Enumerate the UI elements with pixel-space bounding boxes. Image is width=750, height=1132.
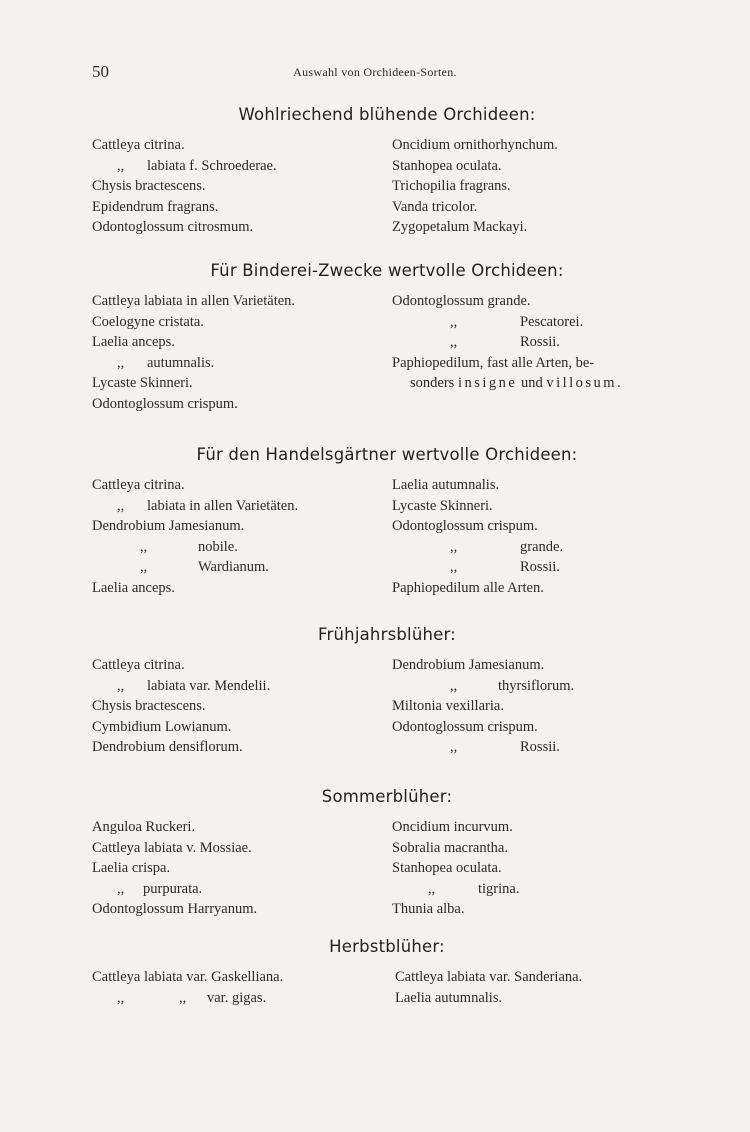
ditto-mark: ,, — [117, 989, 125, 1006]
list-item: Cattleya citrina. — [92, 137, 185, 153]
item-text: var. gigas. — [207, 989, 267, 1006]
ditto-mark: ,, — [428, 880, 436, 897]
list-item: Chysis bractescens. — [92, 178, 206, 194]
section-autumn — [92, 935, 682, 1006]
ditto-mark: ,, — [450, 538, 458, 555]
section-heading: Für Binderei-Zwecke wertvolle Orchideen: — [210, 261, 564, 280]
left-column — [92, 135, 392, 238]
list-item: Anguloa Ruckeri. — [92, 819, 196, 835]
list-item: Cattleya citrina. — [92, 657, 185, 673]
left-column — [92, 655, 392, 758]
ditto-mark: ,, — [140, 538, 148, 555]
list-item: Paphiopedilum, fast alle Arten, be- — [392, 354, 595, 371]
emphasized-text: insigne — [457, 375, 518, 391]
section-fragrant — [92, 103, 682, 235]
emphasized-text: villosum — [546, 375, 618, 391]
item-text: Rossii. — [520, 334, 560, 350]
item-text: Pescatorei. — [520, 313, 584, 330]
list-item: Thunia alba. — [392, 901, 465, 917]
ditto-mark: ,, — [450, 334, 458, 350]
ditto-mark: ,, — [117, 157, 125, 174]
item-text: autumnalis. — [147, 354, 215, 371]
list-item — [92, 496, 392, 517]
list-item — [392, 879, 692, 900]
list-item: Coelogyne cristata. — [92, 313, 204, 330]
section-summer — [92, 785, 682, 917]
right-column — [392, 135, 692, 238]
item-text: Rossii. — [520, 559, 560, 575]
section-spring — [92, 623, 682, 755]
section-heading: Frühjahrsblüher: — [318, 625, 456, 644]
list-item: Zygopetalum Mackayi. — [392, 219, 528, 235]
list-item — [92, 156, 392, 177]
list-item — [92, 557, 392, 578]
list-item: Lycaste Skinneri. — [92, 375, 193, 391]
list-item — [392, 537, 692, 558]
list-item: Odontoglossum citrosmum. — [92, 219, 254, 235]
list-item — [92, 988, 392, 1009]
item-text: labiata in allen Varietäten. — [147, 497, 299, 514]
right-column — [395, 967, 695, 1008]
item-text: und — [517, 375, 547, 391]
list-item: Dendrobium Jamesianum. — [92, 518, 245, 534]
list-item: Odontoglossum crispum. — [392, 718, 538, 735]
page-header — [92, 62, 658, 84]
list-item — [392, 312, 692, 333]
item-text: purpurata. — [143, 880, 203, 897]
ditto-mark: ,, — [117, 677, 125, 694]
list-item: Odontoglossum crispum. — [392, 518, 538, 534]
ditto-mark: ,, — [450, 677, 458, 694]
item-text: labiata var. Mendelii. — [147, 677, 271, 694]
section-heading: Sommerblüher: — [321, 787, 453, 806]
list-item — [392, 373, 692, 394]
section-binding — [92, 259, 682, 412]
section-heading: Für den Handelsgärtner wertvolle Orchideen: — [196, 445, 578, 464]
list-item — [392, 557, 692, 578]
list-item: Paphiopedilum alle Arten. — [392, 579, 544, 596]
item-text: Rossii. — [520, 739, 560, 755]
running-title: Auswahl von Orchideen-Sorten. — [293, 65, 457, 79]
page-number: 50 — [92, 62, 109, 81]
ditto-mark: ,, — [450, 739, 458, 755]
section-heading: Herbstblüher: — [329, 937, 445, 956]
item-text: nobile. — [198, 538, 238, 555]
left-column — [92, 475, 392, 598]
item-text: grande. — [520, 538, 564, 555]
list-item: Laelia autumnalis. — [392, 477, 500, 493]
right-column — [392, 475, 692, 598]
section-commercial — [92, 443, 682, 596]
list-item: Epidendrum fragrans. — [92, 198, 219, 215]
list-item: Cymbidium Lowianum. — [92, 718, 232, 735]
right-column — [392, 291, 692, 394]
list-item: Miltonia vexillaria. — [392, 698, 504, 714]
list-item — [92, 676, 392, 697]
list-item: Stanhopea oculata. — [392, 157, 502, 174]
list-item: Lycaste Skinneri. — [392, 497, 493, 514]
item-text: labiata f. Schroederae. — [147, 157, 277, 174]
ditto-mark: ,, — [140, 559, 148, 575]
list-item: Laelia anceps. — [92, 579, 175, 596]
right-column — [392, 817, 692, 920]
list-item: Odontoglossum Harryanum. — [92, 901, 258, 917]
list-item: Cattleya labiata in allen Varietäten. — [92, 293, 296, 309]
list-item — [392, 737, 692, 758]
item-text: sonders — [410, 375, 458, 391]
right-column — [392, 655, 692, 758]
list-item: Stanhopea oculata. — [392, 860, 502, 876]
list-item: Oncidium incurvum. — [392, 819, 513, 835]
list-item: Cattleya labiata v. Mossiae. — [92, 839, 252, 856]
list-item: Vanda tricolor. — [392, 198, 478, 215]
ditto-mark: ,, — [117, 880, 125, 897]
list-item — [92, 353, 392, 374]
list-item: Cattleya citrina. — [92, 477, 185, 493]
ditto-mark: ,, — [117, 497, 125, 514]
list-item: Laelia crispa. — [92, 860, 171, 876]
item-text: thyrsiflorum. — [498, 677, 575, 694]
ditto-mark: ,, — [117, 354, 125, 371]
ditto-mark: ,, — [179, 989, 187, 1006]
item-text: tigrina. — [478, 880, 520, 897]
list-item — [92, 537, 392, 558]
list-item — [392, 332, 692, 353]
list-item: Sobralia macrantha. — [392, 839, 508, 856]
list-item: Dendrobium densiflorum. — [92, 739, 243, 755]
left-column — [92, 817, 392, 920]
list-item: Oncidium ornithorhynchum. — [392, 137, 558, 153]
list-item: Laelia anceps. — [92, 334, 175, 350]
list-item — [92, 879, 392, 900]
section-heading: Wohlriechend blühende Orchideen: — [238, 105, 536, 124]
list-item: Dendrobium Jamesianum. — [392, 657, 545, 673]
list-item — [392, 676, 692, 697]
item-text: . — [617, 375, 621, 391]
list-item: Cattleya labiata var. Gaskelliana. — [92, 969, 284, 985]
ditto-mark: ,, — [450, 559, 458, 575]
left-column — [92, 291, 392, 414]
left-column — [92, 967, 392, 1008]
list-item: Chysis bractescens. — [92, 698, 206, 714]
list-item: Odontoglossum grande. — [392, 293, 531, 309]
list-item: Laelia autumnalis. — [395, 989, 503, 1006]
ditto-mark: ,, — [450, 313, 458, 330]
list-item: Odontoglossum crispum. — [92, 395, 238, 412]
list-item: Trichopilia fragrans. — [392, 178, 511, 194]
list-item: Cattleya labiata var. Sanderiana. — [395, 969, 583, 985]
item-text: Wardianum. — [198, 559, 269, 575]
